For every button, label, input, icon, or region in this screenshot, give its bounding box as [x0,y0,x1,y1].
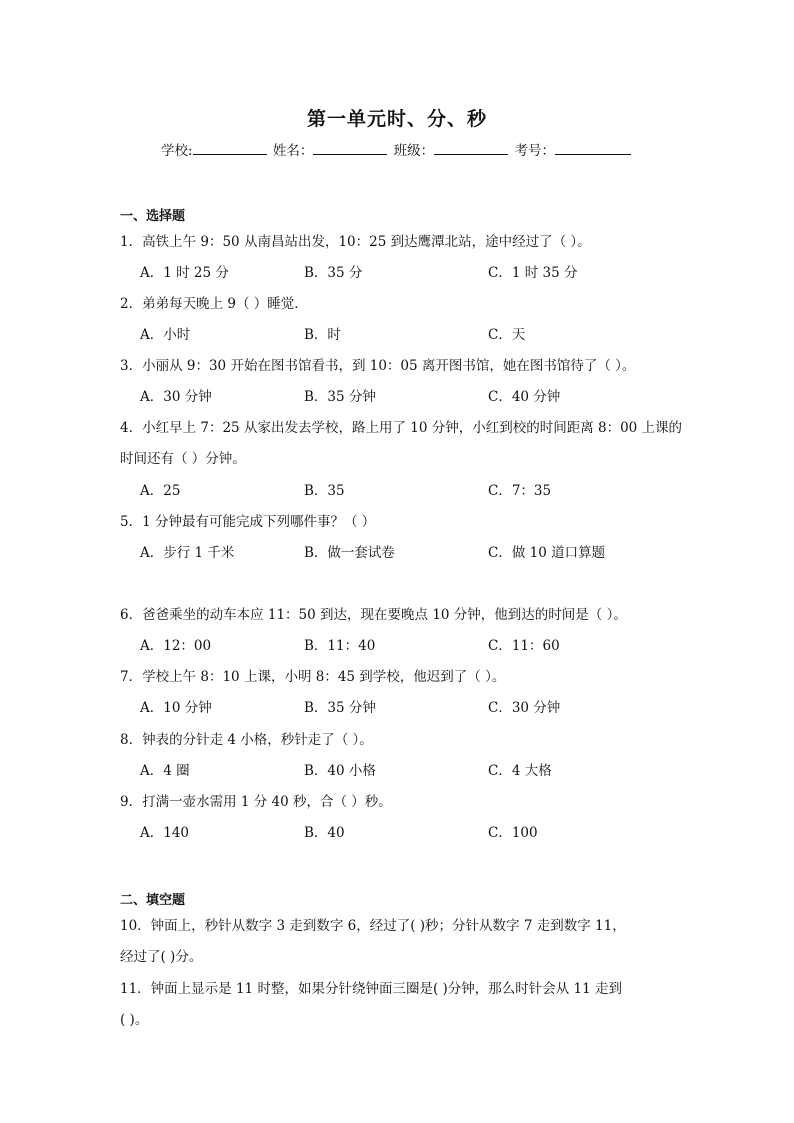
class-blank[interactable] [434,141,508,155]
question-9: 9．打满一壶水需用 1 分 40 秒，合（ ）秒。 [120,794,392,810]
option-a[interactable]: A．12：00 [140,638,212,654]
option-a[interactable]: A．步行 1 千米 [140,545,235,561]
question-10-line-1: 10．钟面上，秒针从数字 3 走到数字 6，经过了( )秒；分针从数字 7 走到数字 11， [120,918,626,934]
option-c[interactable]: C．做 10 道口算题 [488,545,606,561]
option-c[interactable]: C．100 [488,825,538,841]
question-4-line-2: 时间还有（ ）分钟。 [120,451,246,467]
option-a[interactable]: A．10 分钟 [140,700,212,716]
option-b[interactable]: B．35 分 [304,265,363,281]
question-5: 5．1 分钟最有可能完成下列哪件事？（ ） [120,514,376,530]
question-11-line-2: ( )。 [120,1012,149,1028]
option-c[interactable]: C．40 分钟 [488,389,561,405]
question-3: 3．小丽从 9：30 开始在图书馆看书，到 10：05 离开图书馆，她在图书馆待了（ ）。 [120,358,636,374]
question-10-line-2: 经过了( )分。 [120,949,203,965]
option-c[interactable]: C．7：35 [488,483,552,499]
question-1: 1．高铁上午 9：50 从南昌站出发，10：25 到达鹰潭北站，途中经过了（ ）。 [120,234,591,250]
option-a[interactable]: A．4 圈 [140,763,190,779]
option-b[interactable]: B．35 [304,483,345,499]
question-2: 2．弟弟每天晚上 9（ ）睡觉． [120,296,308,312]
option-c[interactable]: C．天 [488,327,526,343]
option-b[interactable]: B．时 [304,327,341,343]
section-multiple-choice-heading: 一、选择题 [120,209,186,224]
option-c[interactable]: C．1 时 35 分 [488,265,578,281]
school-label: 学校: [161,143,193,159]
option-b[interactable]: B．40 [304,825,345,841]
name-blank[interactable] [313,141,387,155]
question-6: 6．爸爸乘坐的动车本应 11：50 到达，现在要晚点 10 分钟，他到达的时间是（ ）。 [120,607,627,623]
option-c[interactable]: C．30 分钟 [488,700,561,716]
option-a[interactable]: A．30 分钟 [140,389,212,405]
class-label: 班级： [393,143,435,159]
option-a[interactable]: A．1 时 25 分 [140,265,229,281]
school-blank[interactable] [193,141,267,155]
option-c[interactable]: C．11：60 [488,638,560,654]
option-b[interactable]: B．11：40 [304,638,376,654]
question-11-line-1: 11．钟面上显示是 11 时整，如果分针绕钟面三圈是( )分钟，那么时针会从 11 走到 [120,981,623,997]
option-c[interactable]: C．4 大格 [488,763,552,779]
student-info-line [0,139,794,159]
option-a[interactable]: A．140 [140,825,190,841]
page-title: 第一单元时、分、秒 [306,108,487,130]
option-b[interactable]: B．35 分钟 [304,700,376,716]
option-b[interactable]: B．40 小格 [304,763,376,779]
question-7: 7．学校上午 8：10 上课，小明 8：45 到学校，他迟到了（ ）。 [120,669,506,685]
option-a[interactable]: A．25 [140,483,181,499]
question-8: 8．钟表的分针走 4 小格，秒针走了（ ）。 [120,732,373,748]
name-label: 姓名： [272,143,314,159]
option-b[interactable]: B．做一套试卷 [304,545,395,561]
question-4-line-1: 4．小红早上 7：25 从家出发去学校，路上用了 10 分钟，小红到校的时间距离 8：00 上课的 [120,420,683,436]
number-blank[interactable] [555,141,631,155]
number-label: 考号： [514,143,555,159]
section-fill-blank-heading: 二、填空题 [120,893,186,908]
option-b[interactable]: B．35 分钟 [304,389,376,405]
option-a[interactable]: A．小时 [140,327,191,343]
